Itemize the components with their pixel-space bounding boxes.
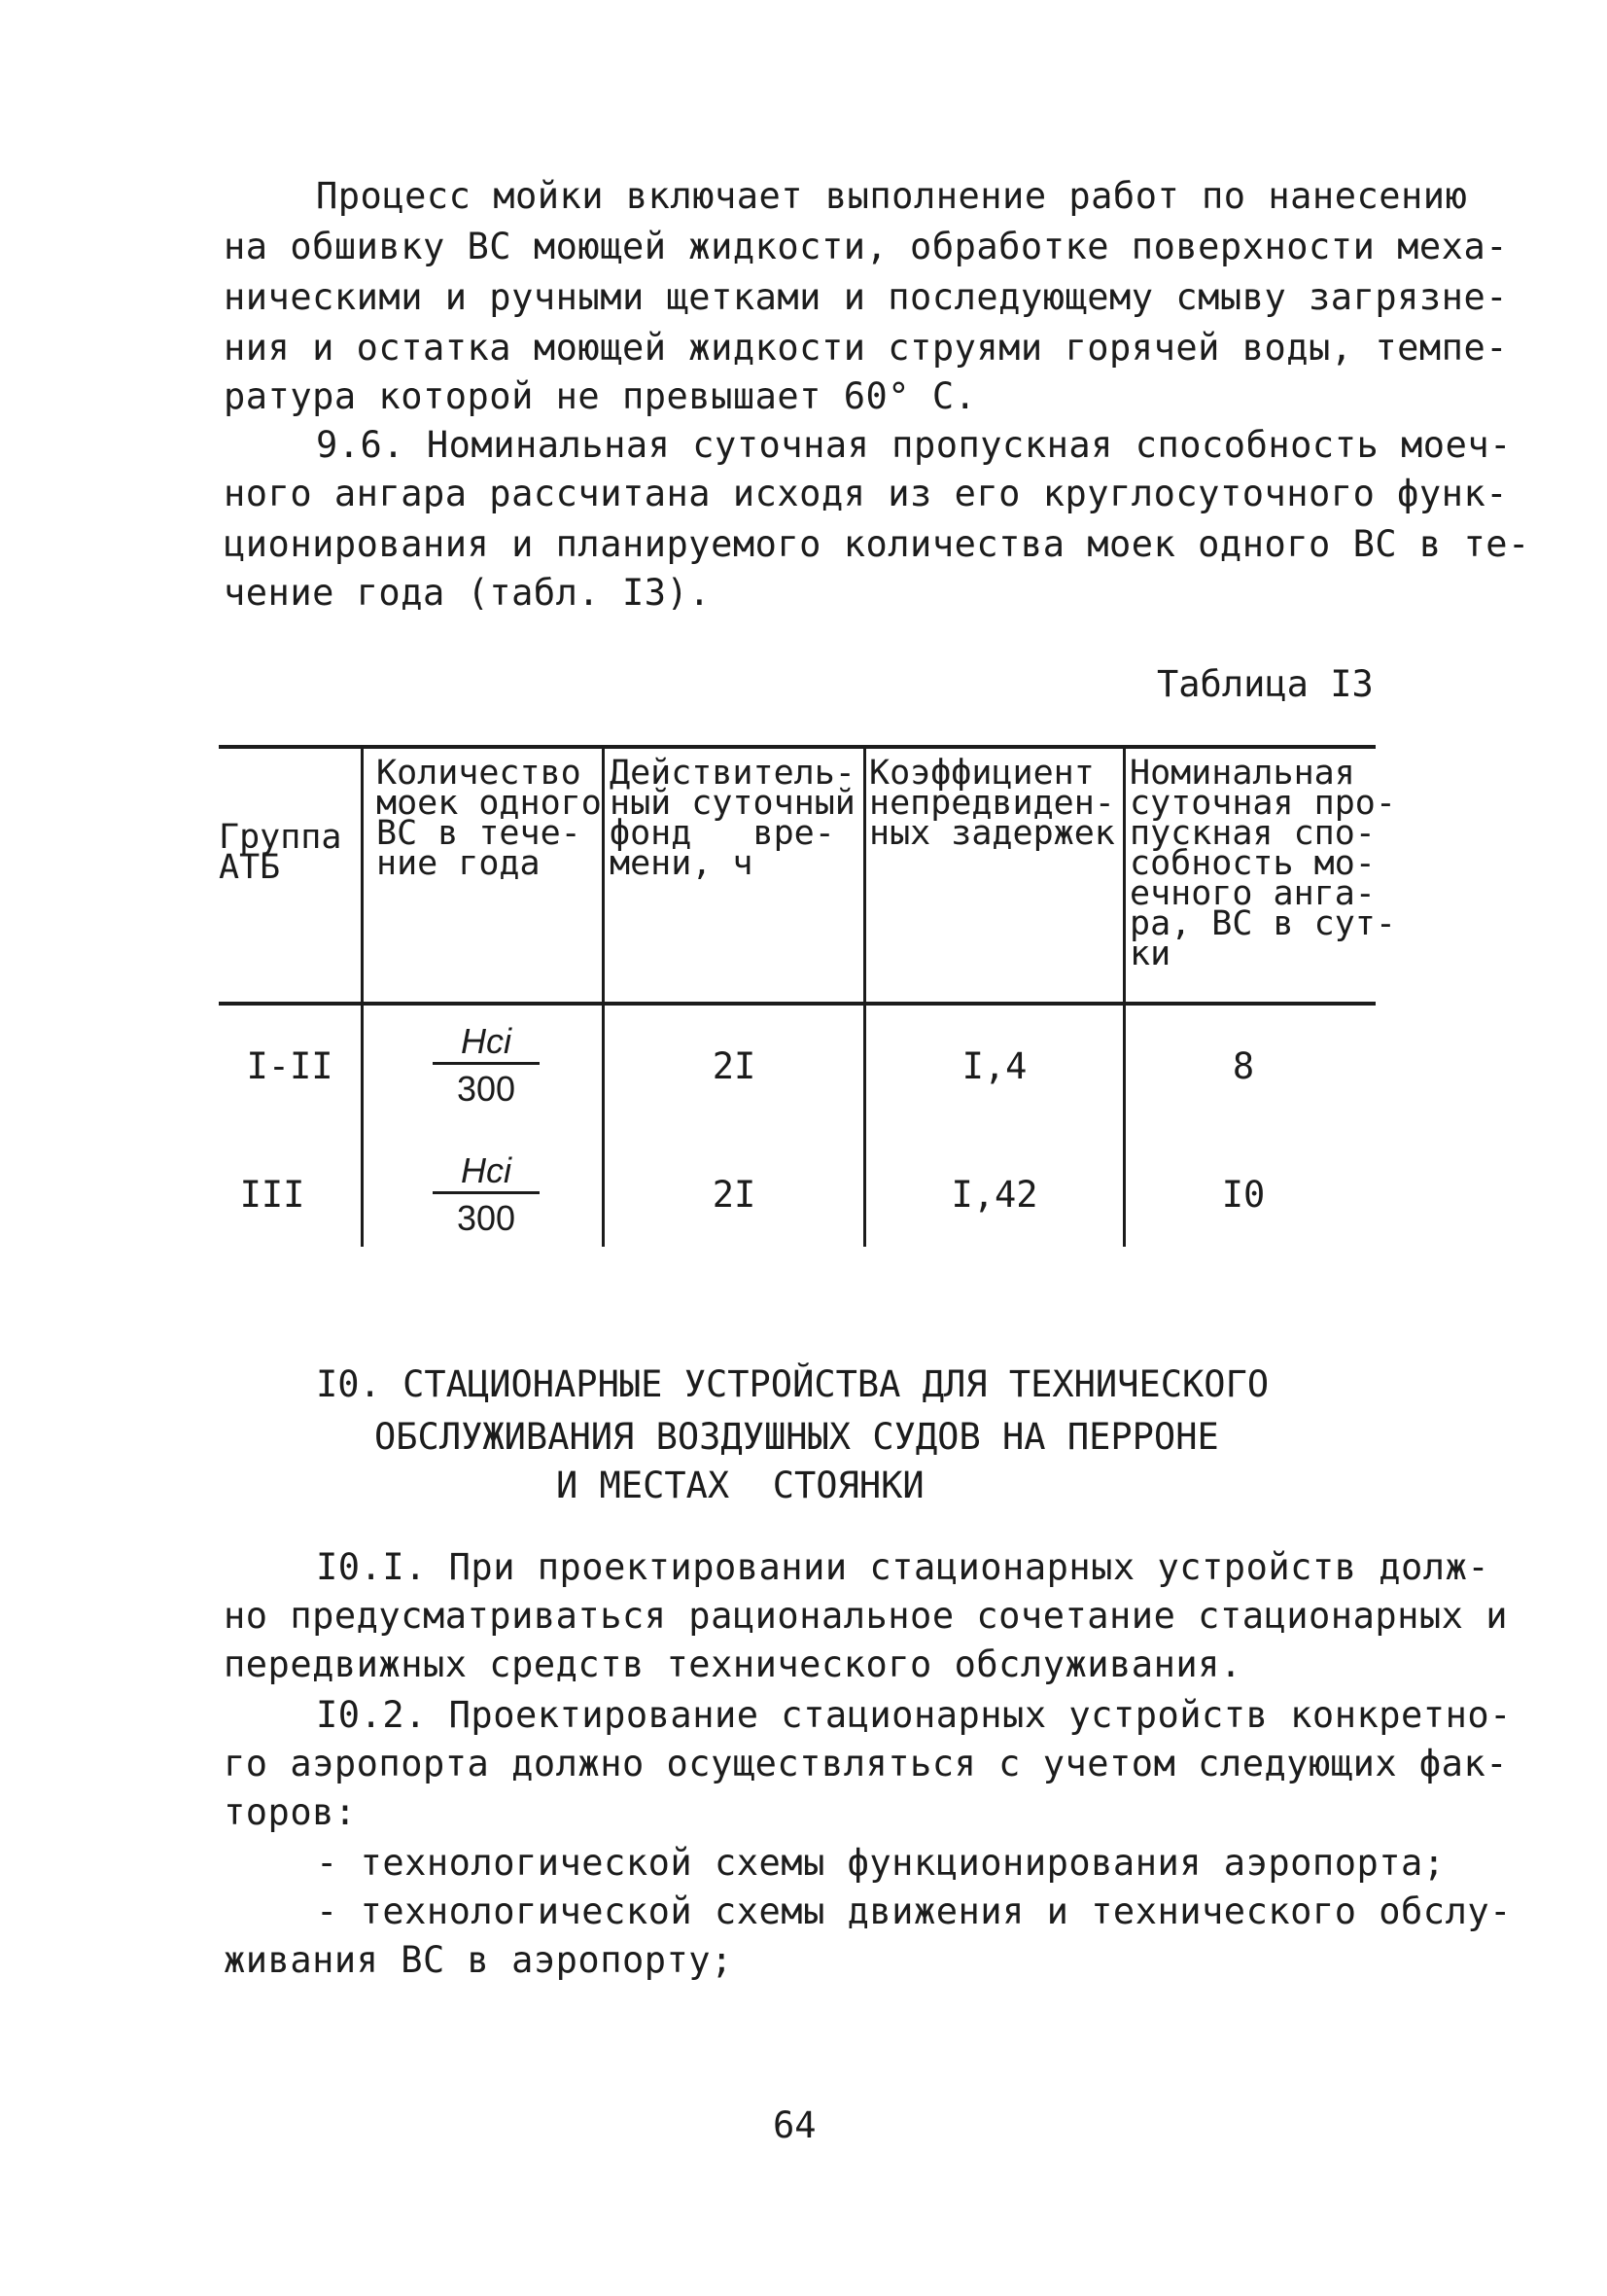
fraction-bar [433,1191,540,1194]
section-heading-line-3: И МЕСТАХ СТОЯНКИ [556,1465,925,1506]
table-row-2-capacity: I0 [1221,1174,1266,1216]
table-row-1-wash-count [369,1021,603,1110]
list-item-2: - технологической схемы движения и технического обслу- [316,1890,1512,1932]
paragraph-1-line-1: Процесс мойки включает выполнение работ по нанесению [316,175,1468,217]
paragraph-3-line-3: передвижных средств технического обслуживания. [224,1643,1242,1685]
paragraph-4-line-2: го аэропорта должно осуществляться с учетом следующих фак- [224,1743,1509,1784]
section-heading-line-1: I0. СТАЦИОНАРНЫЕ УСТРОЙСТВА ДЛЯ ТЕХНИЧЕСКОГО [316,1363,1270,1405]
paragraph-3-line-1: I0.I. При проектировании стационарных устройств долж- [316,1546,1490,1588]
section-heading-line-2: ОБСЛУЖИВАНИЯ ВОЗДУШНЫХ СУДОВ НА ПЕРРОНЕ [374,1416,1219,1458]
table-column-divider-1 [361,749,364,1247]
paragraph-2-line-1: 9.6. Номинальная суточная пропускная способность моеч- [316,424,1512,466]
table-header-delay-coefficient: Коэффициент непредвиден- ных задержек [869,754,1115,853]
table-caption: Таблица I3 [1157,663,1374,705]
table-row-2-fund: 2I [712,1174,756,1216]
table-row-1-capacity: 8 [1232,1045,1255,1087]
list-item-1: - технологической схемы функционирования аэропорта; [316,1842,1446,1884]
paragraph-1-line-2: на обшивку ВС моющей жидкости, обработке поверхности меха- [224,226,1509,267]
table-row-1-denominator: 300 [456,1069,516,1109]
paragraph-3-line-2: но предусматриваться рациональное сочетание стационарных и [224,1595,1509,1637]
table-row-2-denominator: 300 [456,1198,516,1238]
list-item-2-continuation: живания ВС в аэропорту; [224,1939,733,1981]
paragraph-1-line-3: ническими и ручными щетками и последующему смыву загрязне- [224,276,1509,318]
table-row-2-group: III [239,1174,305,1216]
fraction-bar [433,1062,540,1065]
table-top-rule [219,745,1376,749]
table-row-2-coefficient: I,42 [951,1174,1038,1216]
table-column-divider-3 [863,749,866,1247]
table-row-1-numerator: Hci [461,1021,511,1061]
table-header-nominal-capacity: Номинальная суточная про- пускная спо- собность мо- ечного анга- ра, ВС в сут- ки [1130,754,1396,973]
table-row-1-fund: 2I [712,1045,756,1087]
table-row-1-group: I-II [246,1045,333,1087]
page-number: 64 [773,2104,817,2146]
table-row-1-coefficient: I,4 [961,1045,1028,1087]
table-header-group: Группа АТБ [219,818,342,887]
table-column-divider-4 [1123,749,1126,1247]
paragraph-1-line-5: ратура которой не превышает 60° С. [224,375,977,417]
paragraph-2-line-4: чение года (табл. I3). [224,572,712,614]
table-header-time-fund: Действитель- ный суточный фонд вре- мени, ч [610,754,856,883]
paragraph-2-line-3: ционирования и планируемого количества моек одного ВС в те- [224,523,1530,565]
paragraph-1-line-4: ния и остатка моющей жидкости струями горячей воды, темпе- [224,327,1509,369]
paragraph-2-line-2: ного ангара рассчитана исходя из его круглосуточного функ- [224,473,1509,514]
table-header-wash-count: Количество моек одного ВС в тече- ние года [376,754,602,883]
paragraph-4-line-1: I0.2. Проектирование стационарных устройств конкретно- [316,1694,1512,1736]
paragraph-4-line-3: торов: [224,1791,357,1833]
table-header-bottom-rule [219,1002,1376,1006]
table-row-2-wash-count [369,1150,603,1239]
table-row-2-numerator: Hci [461,1150,511,1190]
